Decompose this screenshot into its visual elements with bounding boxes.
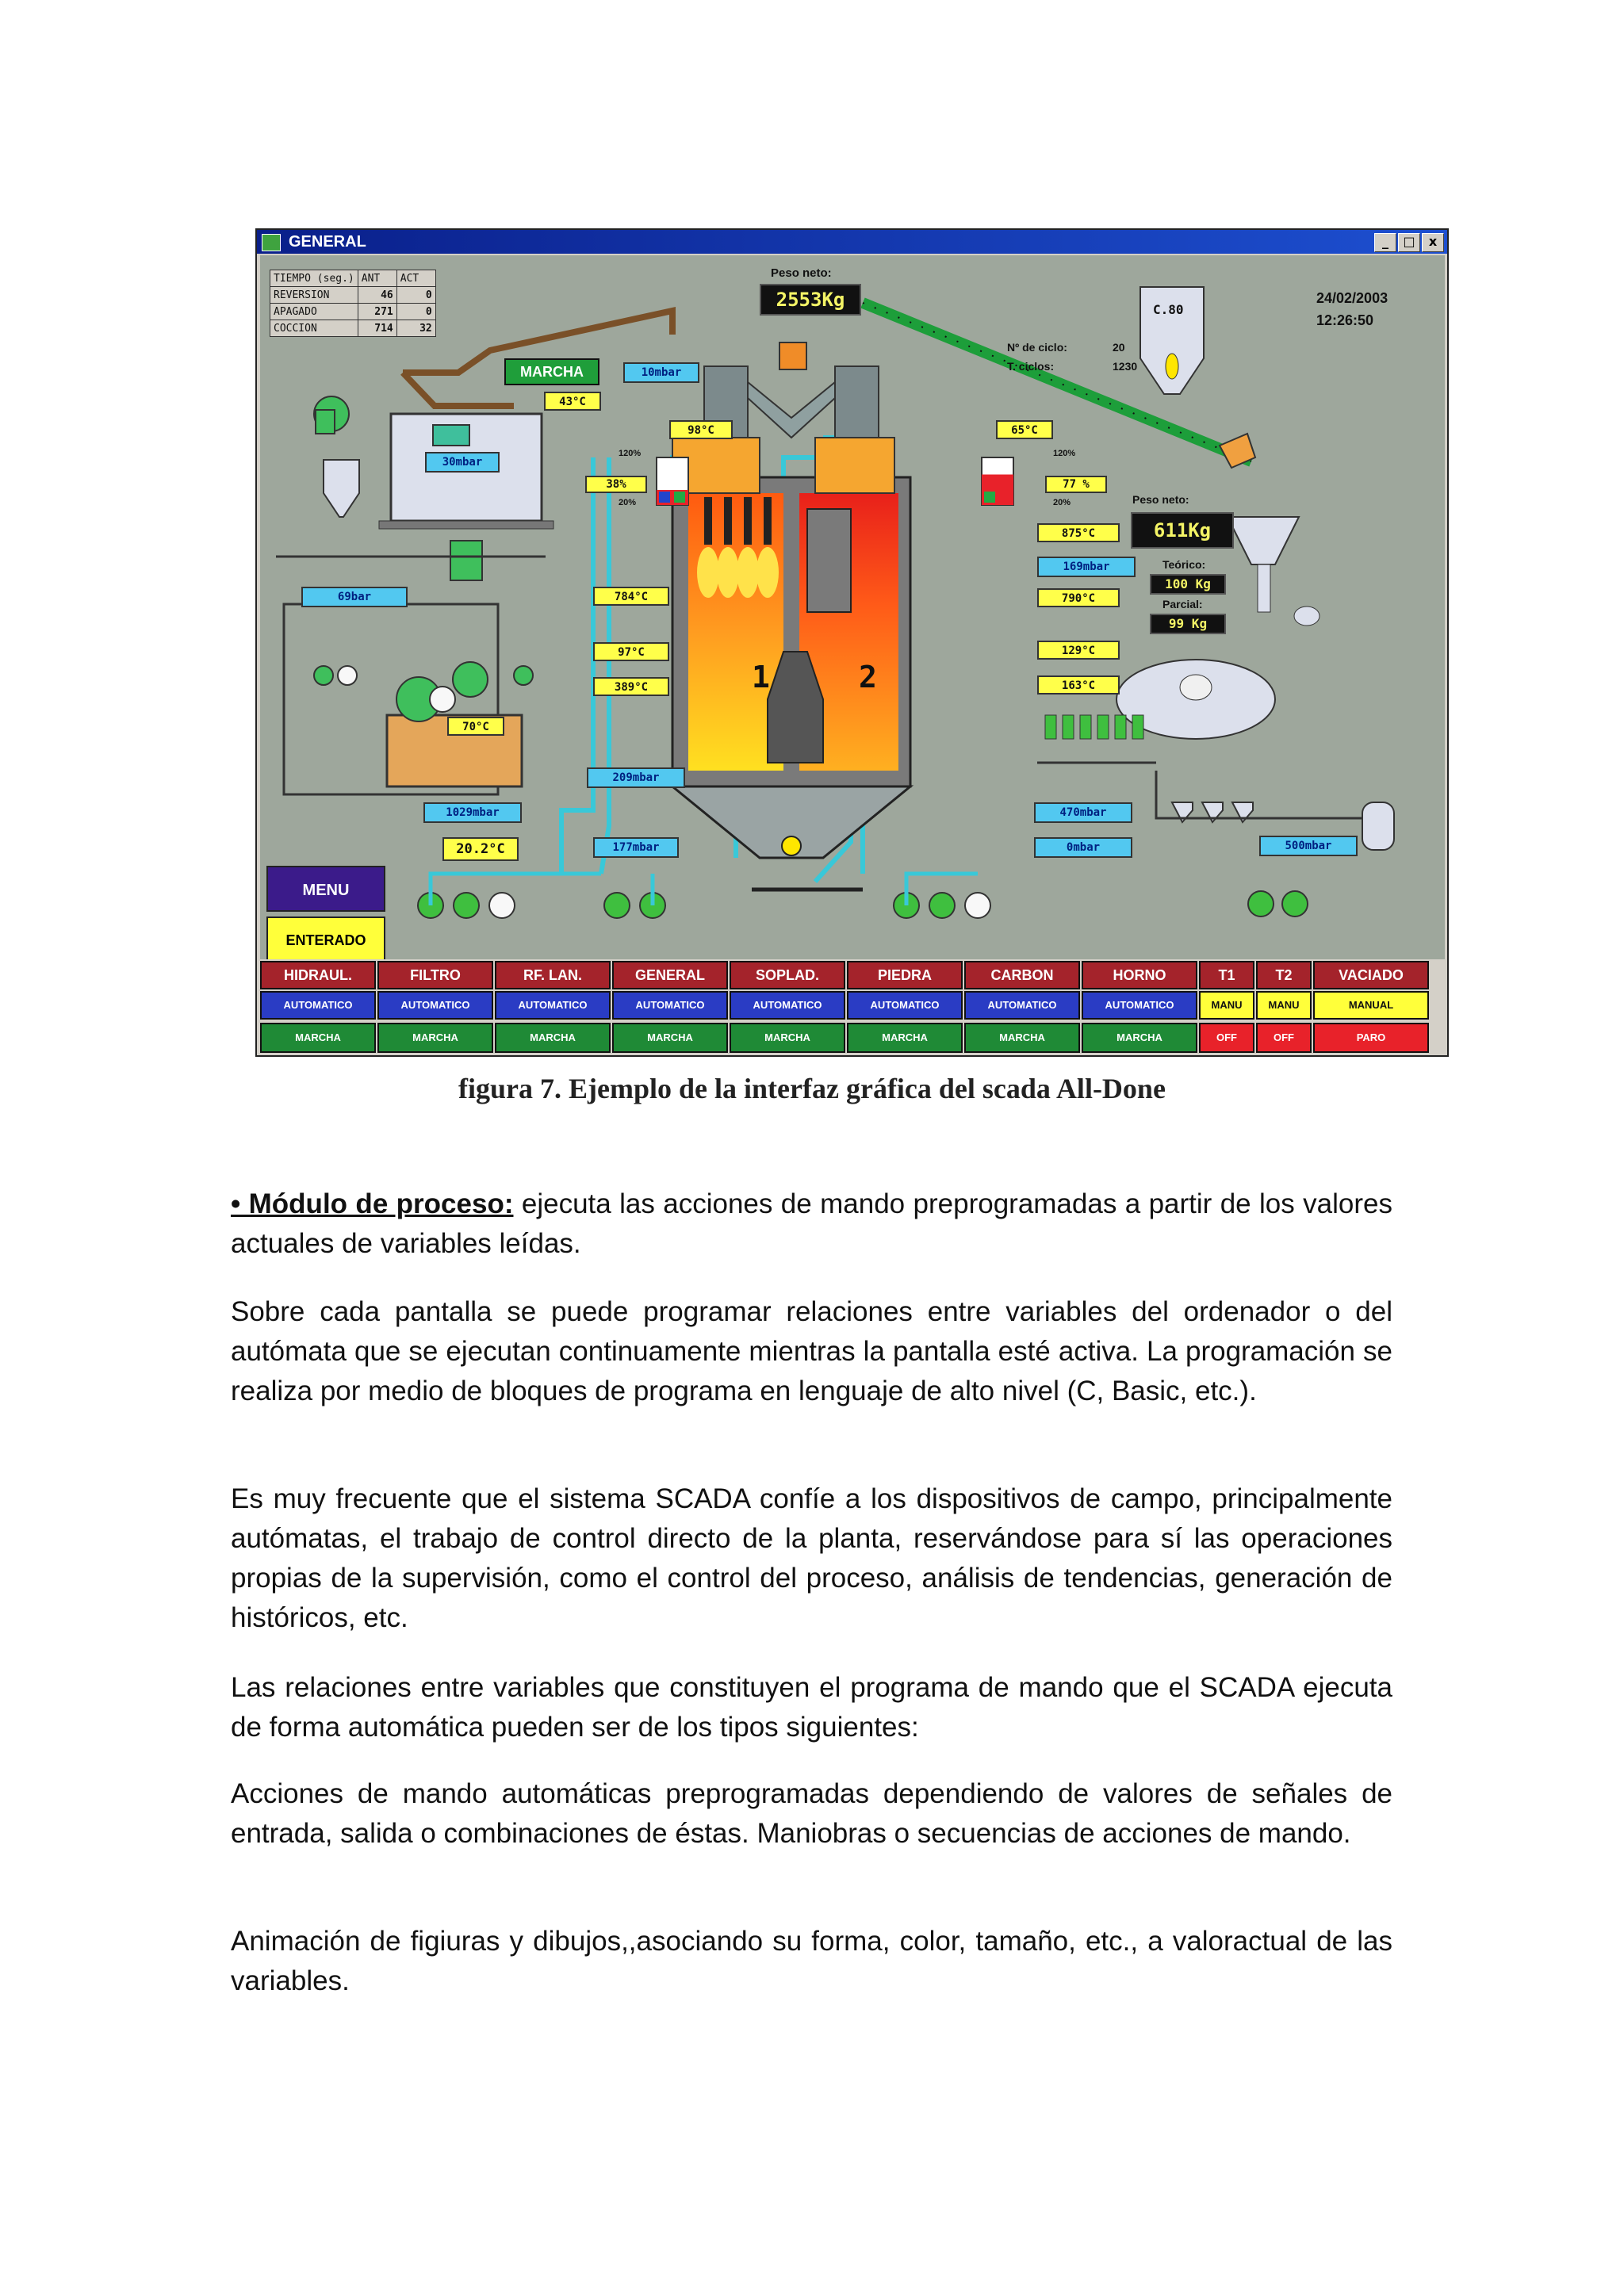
temp-875-readout: 875°C [1037,523,1120,542]
chimney-2 [815,438,894,493]
pct-left-value: 38% [585,476,647,493]
mode-button[interactable]: MANUAL [1313,991,1429,1020]
times-act: 0 [396,287,435,304]
section-button[interactable]: HIDRAUL. [260,961,376,989]
times-header: ANT [358,270,396,287]
silo-label: C.80 [1153,302,1184,317]
cycle-count-label: Nº de ciclo: [1007,341,1067,354]
paragraph-text: Las relaciones entre variables que constituyen el programa de mando que el SCADA ejecuta de forma automática pueden ser de los tipos siguientes: [231,1672,1392,1743]
temp-20-readout: 20.2°C [442,837,519,861]
app-icon [262,234,281,251]
state-button[interactable]: MARCHA [377,1023,493,1053]
section-button[interactable]: VACIADO [1313,961,1429,989]
paragraph [231,1184,1392,1264]
weight-top-display: 2553Kg [760,284,861,316]
paragraph [231,1292,1392,1411]
marcha-button[interactable]: MARCHA [504,358,599,385]
state-button[interactable]: MARCHA [847,1023,963,1053]
scada-window [255,228,1449,1057]
pct-left-bot: 20% [619,498,637,507]
pressure-177-readout: 177mbar [593,837,679,858]
menu-button[interactable]: MENU [266,866,385,912]
temp-43-readout: 43°C [544,392,601,411]
state-button[interactable]: MARCHA [1082,1023,1197,1053]
control-grid [260,961,1445,1053]
mode-button[interactable]: AUTOMATICO [964,991,1080,1020]
figure-caption: figura 7. Ejemplo de la interfaz gráfica del scada All-Done [458,1073,1166,1104]
paragraph-lead: • Módulo de proceso: [231,1188,514,1219]
times-label: APAGADO [270,304,358,320]
times-row [270,320,436,337]
pct-right-bot: 20% [1053,498,1071,507]
state-button[interactable]: MARCHA [730,1023,845,1053]
pressure-209-readout: 209mbar [587,767,685,788]
mode-button[interactable]: AUTOMATICO [260,991,376,1020]
state-button[interactable]: OFF [1256,1023,1312,1053]
hydraulic-pressure-readout: 69bar [301,587,408,607]
section-button[interactable]: T2 [1256,961,1312,989]
temp-163-readout: 163°C [1037,675,1120,695]
section-button[interactable]: FILTRO [377,961,493,989]
mode-button[interactable]: AUTOMATICO [495,991,611,1020]
paragraph-text: ejecuta las acciones de mando preprogramadas a partir de los valores actuales de variables leídas. [231,1188,1392,1259]
window-title: GENERAL [289,233,366,251]
paragraph [231,1774,1392,1854]
temp-97-readout: 97°C [593,642,669,661]
times-header-row [270,270,436,287]
mode-button[interactable]: MANU [1199,991,1254,1020]
times-act: 0 [396,304,435,320]
weight-right-label: Peso neto: [1132,493,1189,506]
temp-98-readout: 98°C [669,420,733,439]
times-label: REVERSION [270,287,358,304]
pressure-0-readout: 0mbar [1034,837,1132,858]
cyclone [324,460,359,517]
mode-button[interactable]: AUTOMATICO [730,991,845,1020]
water-tank [1362,802,1394,850]
mode-button[interactable]: AUTOMATICO [1082,991,1197,1020]
state-button[interactable]: OFF [1199,1023,1254,1053]
state-button[interactable]: PARO [1313,1023,1429,1053]
state-button[interactable]: MARCHA [495,1023,611,1053]
paragraph [231,1922,1392,2001]
maximize-button[interactable]: □ [1398,233,1420,252]
temp-784-readout: 784°C [593,587,669,606]
cycle-time-value: 1230 [1113,360,1138,373]
times-act: 32 [396,320,435,337]
temp-65-readout: 65°C [996,420,1053,439]
pct-left-top: 120% [619,449,642,458]
cycle-count-value: 20 [1113,341,1125,354]
pressure-169-readout: 169mbar [1037,557,1136,577]
state-button[interactable]: MARCHA [612,1023,728,1053]
pct-right-top: 120% [1053,449,1076,458]
pressure-top-readout: 10mbar [623,362,699,383]
minimize-button[interactable]: _ [1374,233,1396,252]
section-button[interactable]: RF. LAN. [495,961,611,989]
paragraph-text: Acciones de mando automáticas preprogramadas dependiendo de valores de señales de entrada, salida o combinaciones de éstas. Maniobras o secuencias de acciones de mando. [231,1778,1392,1849]
pressure-500-readout: 500mbar [1259,836,1358,856]
window-titlebar [257,230,1447,254]
chamber-2-label: 2 [859,660,877,695]
parcial-display: 99 Kg [1150,614,1226,634]
paragraph [231,1668,1392,1747]
section-button[interactable]: GENERAL [612,961,728,989]
process-canvas [260,255,1445,959]
weigh-hopper [779,342,806,369]
times-row [270,287,436,304]
time-display: 12:26:50 [1316,312,1374,328]
mode-button[interactable]: MANU [1256,991,1312,1020]
close-button[interactable]: x [1422,233,1444,252]
weight-right-display: 611Kg [1131,512,1234,549]
enterado-button[interactable]: ENTERADO [266,916,385,959]
parcial-label: Parcial: [1162,598,1203,610]
teorico-display: 100 Kg [1150,574,1226,595]
weigh-cone [1228,517,1299,564]
section-button[interactable]: T1 [1199,961,1254,989]
times-header: TIEMPO (seg.) [270,270,358,287]
times-table [270,270,436,337]
section-button[interactable]: PIEDRA [847,961,963,989]
pressure-470-readout: 470mbar [1034,802,1132,823]
state-button[interactable]: MARCHA [964,1023,1080,1053]
times-row [270,304,436,320]
blowers [418,891,1308,918]
filter-pressure-readout: 30mbar [425,452,500,473]
temp-790-readout: 790°C [1037,588,1120,607]
temp-129-readout: 129°C [1037,641,1120,660]
paragraph-text: Sobre cada pantalla se puede programar relaciones entre variables del ordenador o del autómata que se ejecutan continuamente mientras la pantalla esté activa. La programación se realiza por medio de bloques de programa en lenguaje de alto nivel (C, Basic, etc.). [231,1296,1392,1406]
date-display: 24/02/2003 [1316,290,1388,306]
state-button[interactable]: MARCHA [260,1023,376,1053]
mode-button[interactable]: AUTOMATICO [377,991,493,1020]
weight-top-label: Peso neto: [771,266,832,280]
times-ant: 714 [358,320,396,337]
temp-70-readout: 70°C [447,717,504,736]
section-button[interactable]: HORNO [1082,961,1197,989]
paragraph-text: Es muy frecuente que el sistema SCADA confíe a los dispositivos de campo, principalmente autómatas, el trabajo de control directo de la planta, reservándose para sí las operaciones propias de la supervisión, como el control del proceso, análisis de tendencias, generación de históricos, etc. [231,1483,1392,1633]
mode-button[interactable]: AUTOMATICO [847,991,963,1020]
feed-hopper [748,382,835,438]
teorico-label: Teórico: [1162,558,1206,571]
chamber-1-label: 1 [752,660,770,695]
paragraph-text: Animación de figiuras y dibujos,,asociando su forma, color, tamaño, etc., a valoractual de las variables. [231,1926,1392,1996]
pct-right-value: 77 % [1045,476,1107,493]
mode-button[interactable]: AUTOMATICO [612,991,728,1020]
pressure-1029-readout: 1029mbar [423,802,522,823]
paragraph [231,1479,1392,1638]
section-button[interactable]: CARBON [964,961,1080,989]
times-header: ACT [396,270,435,287]
times-ant: 271 [358,304,396,320]
section-button[interactable]: SOPLAD. [730,961,845,989]
times-label: COCCION [270,320,358,337]
cycle-time-label: T. ciclos: [1007,360,1055,373]
times-ant: 46 [358,287,396,304]
temp-389-readout: 389°C [593,677,669,696]
